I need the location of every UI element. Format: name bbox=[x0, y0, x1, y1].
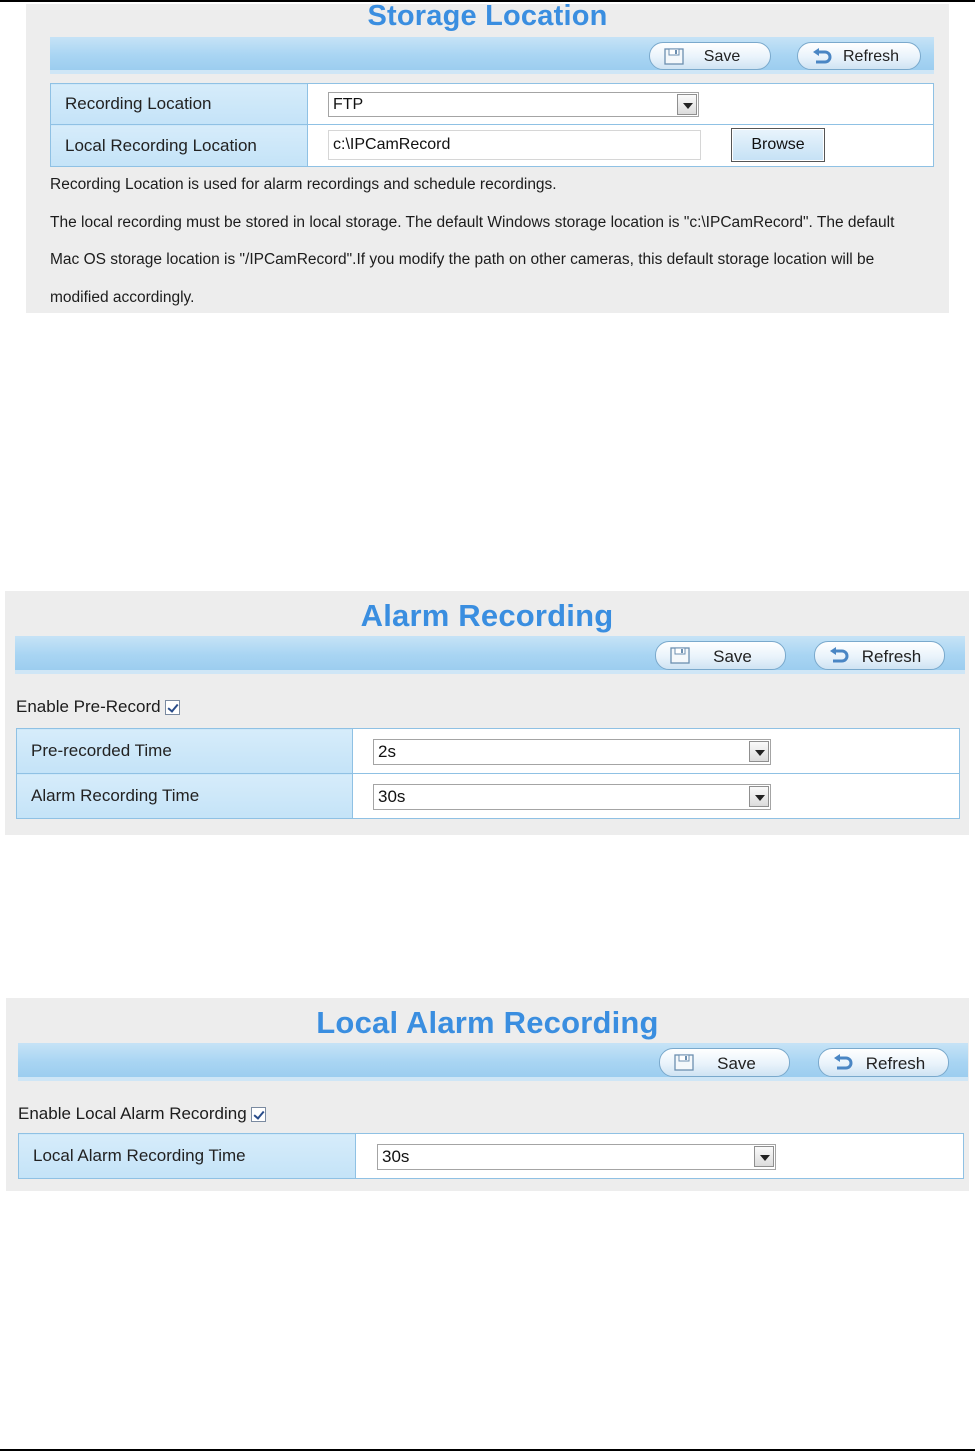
prerecorded-time-value: 2s bbox=[378, 742, 396, 761]
enable-prerecord-label: Enable Pre-Record bbox=[16, 697, 161, 716]
refresh-button[interactable] bbox=[814, 641, 945, 670]
refresh-button-label: Refresh bbox=[861, 647, 922, 666]
chevron-down-icon[interactable] bbox=[677, 94, 697, 115]
alarm-recording-time-cell bbox=[353, 774, 960, 819]
enable-prerecord-checkbox[interactable] bbox=[165, 700, 180, 715]
enable-prerecord-row bbox=[16, 697, 180, 717]
page-bottom-rule bbox=[0, 1449, 975, 1451]
recording-location-value: FTP bbox=[333, 96, 364, 113]
chevron-down-icon[interactable] bbox=[754, 1146, 774, 1167]
save-button[interactable] bbox=[655, 641, 786, 670]
refresh-button-label: Refresh bbox=[842, 48, 900, 65]
save-button[interactable] bbox=[659, 1048, 790, 1077]
prerecorded-time-select[interactable] bbox=[373, 739, 771, 765]
recording-location-label: Recording Location bbox=[51, 84, 308, 125]
storage-note bbox=[50, 166, 940, 316]
refresh-button-label: Refresh bbox=[865, 1054, 926, 1073]
toolbar bbox=[50, 37, 934, 74]
enable-local-alarm-label: Enable Local Alarm Recording bbox=[18, 1104, 247, 1123]
refresh-button[interactable] bbox=[797, 42, 921, 70]
local-recording-location-cell bbox=[308, 125, 934, 167]
note-line: The local recording must be stored in local storage. The default Windows storage location is "c:\IPCamRecord". The default bbox=[50, 213, 895, 231]
enable-local-alarm-row bbox=[18, 1104, 266, 1124]
alarm-recording-panel bbox=[5, 591, 969, 835]
toolbar bbox=[15, 636, 965, 674]
note-line: Mac OS storage location is "/IPCamRecord".If you modify the path on other cameras, this default storage location will be bbox=[50, 251, 875, 268]
save-button-label: Save bbox=[703, 48, 741, 65]
local-alarm-form-table bbox=[18, 1133, 964, 1179]
alarm-form-table bbox=[16, 728, 960, 819]
recording-location-select[interactable] bbox=[328, 92, 699, 117]
save-button-label: Save bbox=[713, 647, 752, 666]
local-recording-location-label: Local Recording Location bbox=[51, 125, 308, 167]
browse-button[interactable]: Browse bbox=[731, 128, 825, 162]
local-recording-location-value: c:\IPCamRecord bbox=[333, 136, 451, 153]
local-alarm-time-label: Local Alarm Recording Time bbox=[19, 1134, 356, 1179]
alarm-recording-time-select[interactable] bbox=[373, 784, 771, 810]
panel-title: Alarm Recording bbox=[360, 598, 614, 633]
local-recording-location-input[interactable] bbox=[328, 130, 701, 160]
prerecorded-time-label: Pre-recorded Time bbox=[17, 729, 353, 774]
local-alarm-time-select[interactable] bbox=[377, 1144, 776, 1170]
panel-title: Storage Location bbox=[367, 0, 608, 32]
local-alarm-time-value: 30s bbox=[382, 1147, 410, 1166]
note-line: Recording Location is used for alarm recordings and schedule recordings. bbox=[50, 176, 557, 193]
local-alarm-recording-panel bbox=[6, 998, 969, 1191]
chevron-down-icon[interactable] bbox=[749, 786, 769, 807]
enable-local-alarm-checkbox[interactable] bbox=[251, 1107, 266, 1122]
recording-location-cell bbox=[308, 84, 934, 125]
local-alarm-time-cell bbox=[356, 1134, 964, 1179]
refresh-button[interactable] bbox=[818, 1048, 949, 1077]
chevron-down-icon[interactable] bbox=[749, 741, 769, 762]
storage-form-table bbox=[50, 83, 934, 167]
storage-location-panel bbox=[26, 0, 949, 313]
toolbar bbox=[18, 1043, 968, 1081]
note-line: modified accordingly. bbox=[50, 288, 195, 306]
panel-title: Local Alarm Recording bbox=[316, 1005, 659, 1040]
alarm-recording-time-value: 30s bbox=[378, 787, 406, 806]
save-button[interactable] bbox=[649, 42, 771, 70]
alarm-recording-time-label: Alarm Recording Time bbox=[17, 774, 353, 819]
save-button-label: Save bbox=[717, 1054, 756, 1073]
prerecorded-time-cell bbox=[353, 729, 960, 774]
